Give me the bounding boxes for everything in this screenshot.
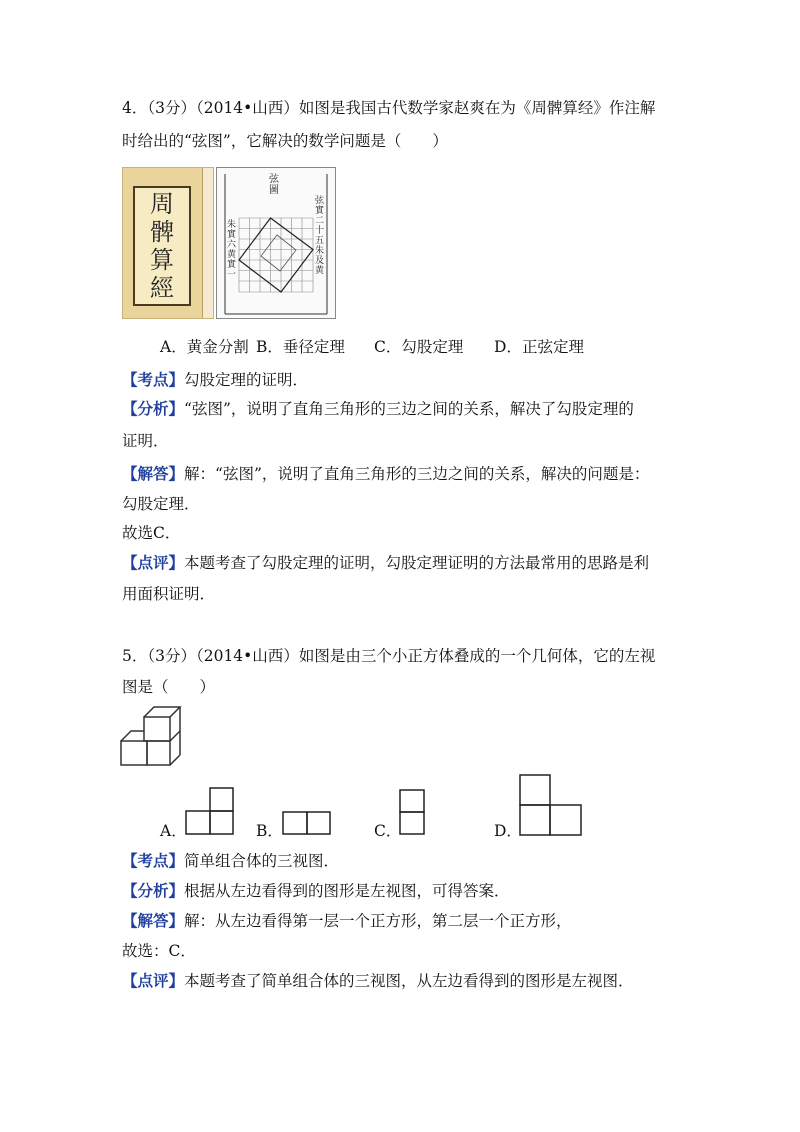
q5-fenxi: 【分析】根据从左边看得到的图形是左视图，可得答案． xyxy=(122,881,510,900)
book-title-char: 經 xyxy=(150,274,174,302)
diagram-label-right: 弦實二十五朱及黄 xyxy=(315,196,325,276)
q4-stem-line2: 时给出的“弦图”，它解决的数学问题是（ ） xyxy=(122,132,448,150)
q4-option-c: C．勾股定理 xyxy=(374,338,464,356)
diagram-label-left: 朱實六黄實一 xyxy=(227,220,237,280)
q5-option-a-label: A． xyxy=(160,822,187,840)
q5-option-b-label: B． xyxy=(256,822,283,840)
q4-option-d: D．正弦定理 xyxy=(494,338,584,356)
q5-option-b-figure xyxy=(282,811,332,835)
book-title-char: 周 xyxy=(150,190,174,218)
q4-jieda: 【解答】解：“弦图”，说明了直角三角形的三边之间的关系，解决的问题是： xyxy=(122,464,650,483)
q4-kaodian: 【考点】勾股定理的证明． xyxy=(122,370,309,389)
q4-option-b: B．垂径定理 xyxy=(256,338,345,356)
q5-option-c-figure xyxy=(399,789,425,835)
q5-option-d-label: D． xyxy=(494,822,522,840)
q4-jieda-cont: 勾股定理． xyxy=(122,495,200,513)
q4-jieda-choice: 故选C． xyxy=(122,524,181,542)
q5-option-a-figure xyxy=(185,787,235,835)
q4-fenxi: 【分析】“弦图”，说明了直角三角形的三边之间的关系，解决了勾股定理的 xyxy=(122,399,634,418)
q5-stem-line2: 图是（ ） xyxy=(122,678,216,696)
q5-dianping: 【点评】本题考查了简单组合体的三视图，从左边看得到的图形是左视图． xyxy=(122,971,634,990)
q5-jieda-choice: 故选：C． xyxy=(122,942,196,960)
book-title-char: 髀 xyxy=(150,218,174,246)
book-cover-image xyxy=(122,167,214,319)
q5-jieda: 【解答】解：从左边看得第一层一个正方形，第二层一个正方形， xyxy=(122,911,572,930)
q4-stem-line1: 4．（3分）（2014•山西）如图是我国古代数学家赵爽在为《周髀算经》作注解 xyxy=(122,99,656,117)
cube-solid-figure xyxy=(118,703,184,767)
q5-option-c-label: C． xyxy=(374,822,402,840)
q4-dianping-cont: 用面积证明． xyxy=(122,585,216,603)
diagram-label-top: 弦圖 xyxy=(269,174,279,196)
q5-option-d-figure xyxy=(519,774,583,836)
q5-stem-line1: 5．（3分）（2014•山西）如图是由三个小正方体叠成的一个几何体，它的左视 xyxy=(122,647,656,665)
xian-tu-diagram xyxy=(216,167,336,319)
q5-kaodian: 【考点】简单组合体的三视图． xyxy=(122,851,340,870)
q4-fenxi-cont: 证明． xyxy=(122,432,169,450)
q4-dianping: 【点评】本题考查了勾股定理的证明，勾股定理证明的方法最常用的思路是利 xyxy=(122,553,650,572)
book-title-char: 算 xyxy=(150,246,174,274)
q4-option-a: A．黄金分割 xyxy=(160,338,249,356)
